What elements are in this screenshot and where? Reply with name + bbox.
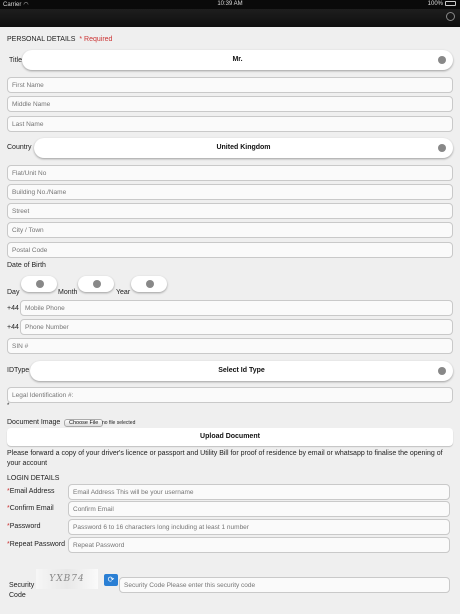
flat-unit-field[interactable] [7, 165, 453, 181]
year-label: Year [116, 289, 131, 296]
month-select[interactable] [78, 276, 114, 292]
no-file-text: no file selected [102, 420, 136, 426]
title-select[interactable] [22, 50, 453, 70]
picker-knob-icon [438, 367, 446, 375]
security-code-label: Security Code [9, 582, 35, 599]
sin-field[interactable] [7, 338, 453, 354]
menu-icon[interactable] [446, 12, 455, 21]
clock: 10:39 AM [217, 1, 243, 7]
choose-file-button[interactable]: Choose File [64, 419, 103, 427]
email-field[interactable] [68, 484, 450, 500]
title-value: Mr. [232, 56, 243, 63]
street-field[interactable] [7, 203, 453, 219]
day-label: Day [7, 289, 20, 296]
upload-document-button[interactable]: Upload Document [7, 428, 453, 446]
idtype-select[interactable] [30, 361, 453, 381]
first-name-field[interactable] [7, 77, 453, 93]
personal-details-heading: PERSONAL DETAILS * Required [7, 36, 113, 43]
confirm-email-field[interactable] [68, 501, 450, 517]
password-field[interactable] [68, 519, 450, 535]
login-details-heading: LOGIN DETAILS [7, 475, 60, 482]
idtype-label: IDType [7, 367, 30, 374]
legal-id-asterisk: * [7, 403, 10, 409]
mobile-phone-field[interactable] [20, 300, 453, 316]
picker-knob-icon [146, 280, 154, 288]
month-label: Month [58, 289, 78, 296]
wifi-icon: ◠ [23, 2, 29, 8]
instructions-text: Please forward a copy of your driver's licence or passport and Utility Bill for proof of residence by email or whatsapp to finalise the opening of your account [7, 450, 443, 467]
nav-bar [0, 9, 460, 27]
picker-knob-icon [93, 280, 101, 288]
security-code-field[interactable] [119, 577, 450, 593]
confirm-email-label: *Confirm Email [7, 505, 54, 512]
title-label: Title [9, 57, 22, 64]
idtype-value: Select Id Type [218, 367, 265, 374]
status-bar [0, 0, 460, 9]
country-select[interactable] [34, 138, 453, 158]
dob-label: Date of Birth [7, 262, 46, 269]
document-image-label: Document Image [7, 419, 61, 426]
middle-name-field[interactable] [7, 96, 453, 112]
email-label: *Email Address [7, 488, 55, 495]
phone-prefix: +44 [7, 324, 19, 331]
city-field[interactable] [7, 222, 453, 238]
year-select[interactable] [131, 276, 167, 292]
last-name-field[interactable] [7, 116, 453, 132]
repeat-password-label: *Repeat Password [7, 541, 65, 548]
captcha-image: YXB74 [36, 569, 98, 589]
refresh-icon[interactable]: ⟳ [104, 574, 118, 586]
battery-indicator: 100% [428, 1, 456, 7]
country-value: United Kingdom [216, 144, 271, 151]
day-select[interactable] [21, 276, 57, 292]
building-field[interactable] [7, 184, 453, 200]
repeat-password-field[interactable] [68, 537, 450, 553]
postal-code-field[interactable] [7, 242, 453, 258]
country-label: Country [7, 144, 32, 151]
mobile-prefix: +44 [7, 305, 19, 312]
picker-knob-icon [438, 56, 446, 64]
carrier-label: Carrier ◠ [3, 2, 29, 8]
password-label: *Password [7, 523, 41, 530]
picker-knob-icon [438, 144, 446, 152]
picker-knob-icon [36, 280, 44, 288]
phone-number-field[interactable] [20, 319, 453, 335]
battery-icon [445, 1, 456, 6]
required-note: * Required [79, 36, 113, 43]
legal-id-field[interactable] [7, 387, 453, 403]
